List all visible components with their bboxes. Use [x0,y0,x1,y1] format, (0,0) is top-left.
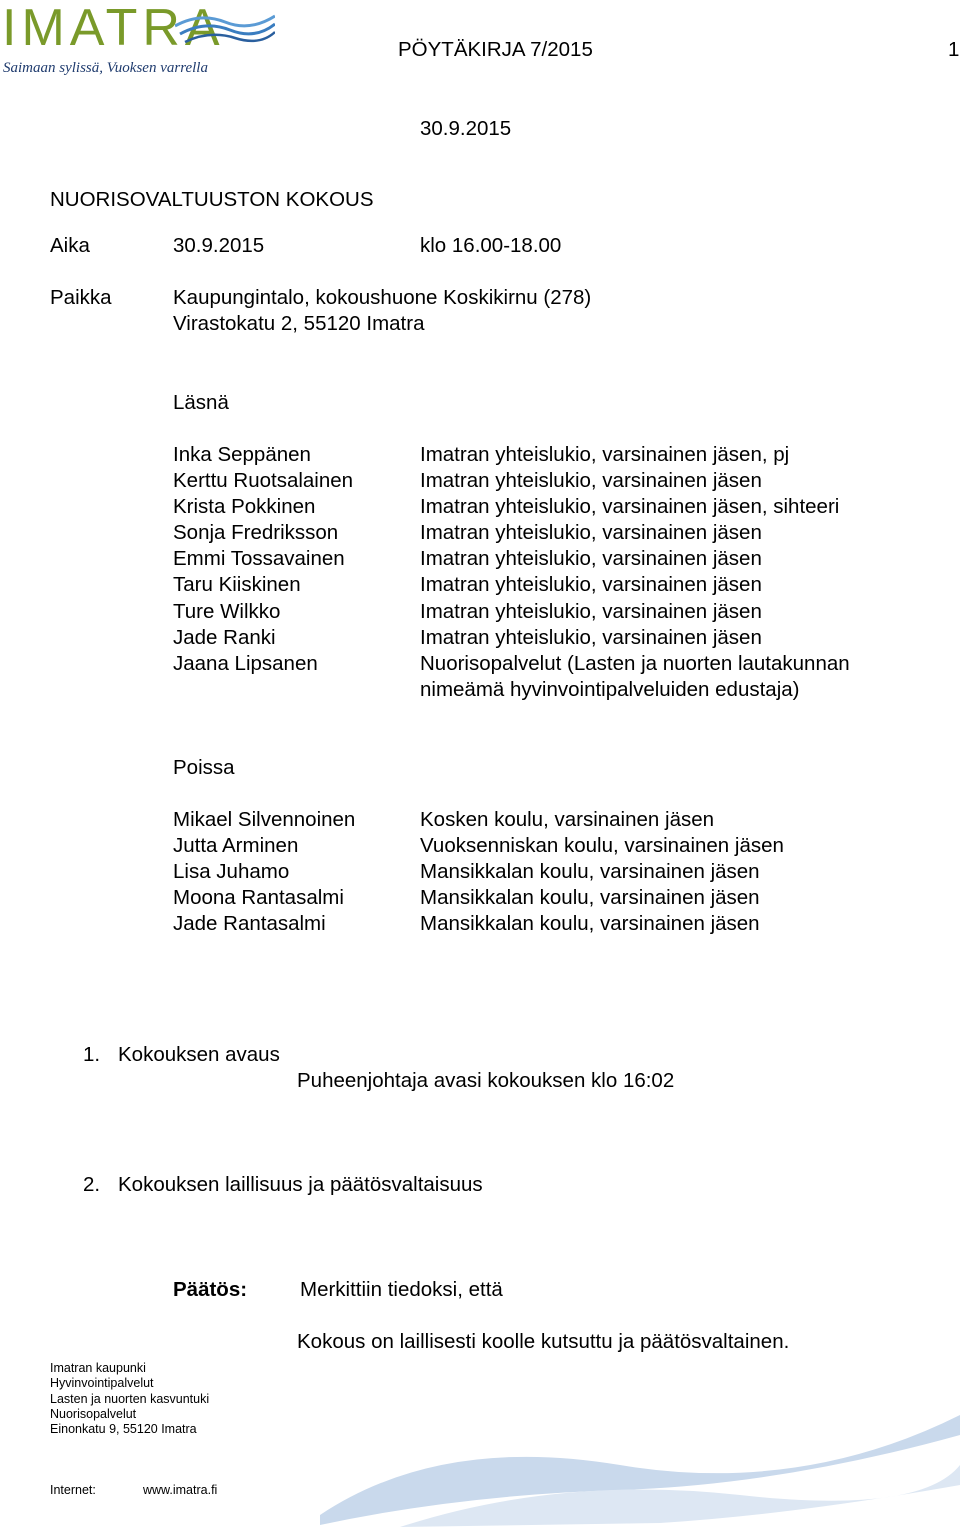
decision-text-2: Kokous on laillisesti koolle kutsuttu ja päätösvaltainen. [297,1330,790,1353]
item2-number: 2. [83,1173,101,1196]
list-item: Kerttu Ruotsalainen [173,469,354,493]
item1-text: Puheenjohtaja avasi kokouksen klo 16:02 [297,1069,675,1092]
footer-line: Nuorisopalvelut [50,1406,137,1421]
footer-line: Lasten ja nuorten kasvuntuki [50,1391,210,1406]
present-heading: Läsnä [173,391,229,414]
list-item: Jutta Arminen [173,834,299,858]
list-item: Mikael Silvennoinen [173,808,356,831]
list-item: Jade Rantasalmi [173,912,326,936]
list-item: Jade Ranki [173,625,276,649]
present-roles-list [420,442,850,703]
time-hours: klo 16.00-18.00 [420,234,562,257]
list-item: Imatran yhteislukio, varsinainen jäsen [420,521,762,545]
place-line2: Virastokatu 2, 55120 Imatra [173,312,425,335]
decision-label: Päätös: [173,1278,248,1301]
decorative-wave-icon [320,1395,960,1527]
footer-line: Hyvinvointipalvelut [50,1376,154,1391]
meeting-title: NUORISOVALTUUSTON KOKOUS [50,188,374,211]
list-item: Imatran yhteislukio, varsinainen jäsen [420,469,762,493]
list-item: Jaana Lipsanen [173,651,318,675]
list-item: Sonja Fredriksson [173,521,339,545]
absent-heading: Poissa [173,756,235,779]
footer-line: Imatran kaupunki [50,1361,146,1375]
item1-number: 1. [83,1043,101,1066]
list-item: nimeämä hyvinvointipalveluiden edustaja) [420,677,800,701]
logo-tagline: Saimaan sylissä, Vuoksen varrella [3,60,208,76]
website-link[interactable]: www.imatra.fi [143,1483,218,1497]
list-item: Imatran yhteislukio, varsinainen jäsen [420,573,762,597]
logo-wave-icon [175,8,275,48]
list-item: Mansikkalan koulu, varsinainen jäsen [420,860,760,884]
footer-line: Einonkatu 9, 55120 Imatra [50,1422,197,1437]
list-item: Inka Seppänen [173,443,311,466]
list-item: Emmi Tossavainen [173,547,345,571]
list-item: Nuorisopalvelut (Lasten ja nuorten lautakunnan [420,651,850,675]
list-item: Lisa Juhamo [173,860,290,884]
logo-wordmark: IMATRA [2,0,225,57]
decision-text-1: Merkittiin tiedoksi, että [300,1278,503,1301]
list-item: Imatran yhteislukio, varsinainen jäsen [420,599,762,623]
place-label: Paikka [50,286,112,309]
absent-names-list [173,807,355,937]
footer-address [50,1361,209,1437]
time-label: Aika [50,234,90,257]
list-item: Ture Wilkko [173,599,281,623]
list-item: Imatran yhteislukio, varsinainen jäsen [420,547,762,571]
item1-title: Kokouksen avaus [118,1043,280,1066]
list-item: Imatran yhteislukio, varsinainen jäsen, sihteeri [420,495,840,519]
list-item: Moona Rantasalmi [173,886,344,910]
document-title: PÖYTÄKIRJA 7/2015 [398,38,593,61]
time-date: 30.9.2015 [173,234,265,257]
present-names-list [173,442,353,677]
list-item: Imatran yhteislukio, varsinainen jäsen, pj [420,443,790,466]
header-date: 30.9.2015 [420,117,512,140]
place-line1: Kaupungintalo, kokoushuone Koskikirnu (278) [173,286,592,309]
list-item: Taru Kiiskinen [173,573,301,597]
list-item: Imatran yhteislukio, varsinainen jäsen [420,625,762,649]
list-item: Mansikkalan koulu, varsinainen jäsen [420,912,760,936]
list-item: Vuoksenniskan koulu, varsinainen jäsen [420,834,784,858]
list-item: Kosken koulu, varsinainen jäsen [420,808,715,831]
page-number: 1 [948,38,960,61]
absent-roles-list [420,807,784,937]
list-item: Krista Pokkinen [173,495,316,519]
internet-label: Internet: [50,1483,96,1497]
item2-title: Kokouksen laillisuus ja päätösvaltaisuus [118,1173,483,1196]
list-item: Mansikkalan koulu, varsinainen jäsen [420,886,760,910]
